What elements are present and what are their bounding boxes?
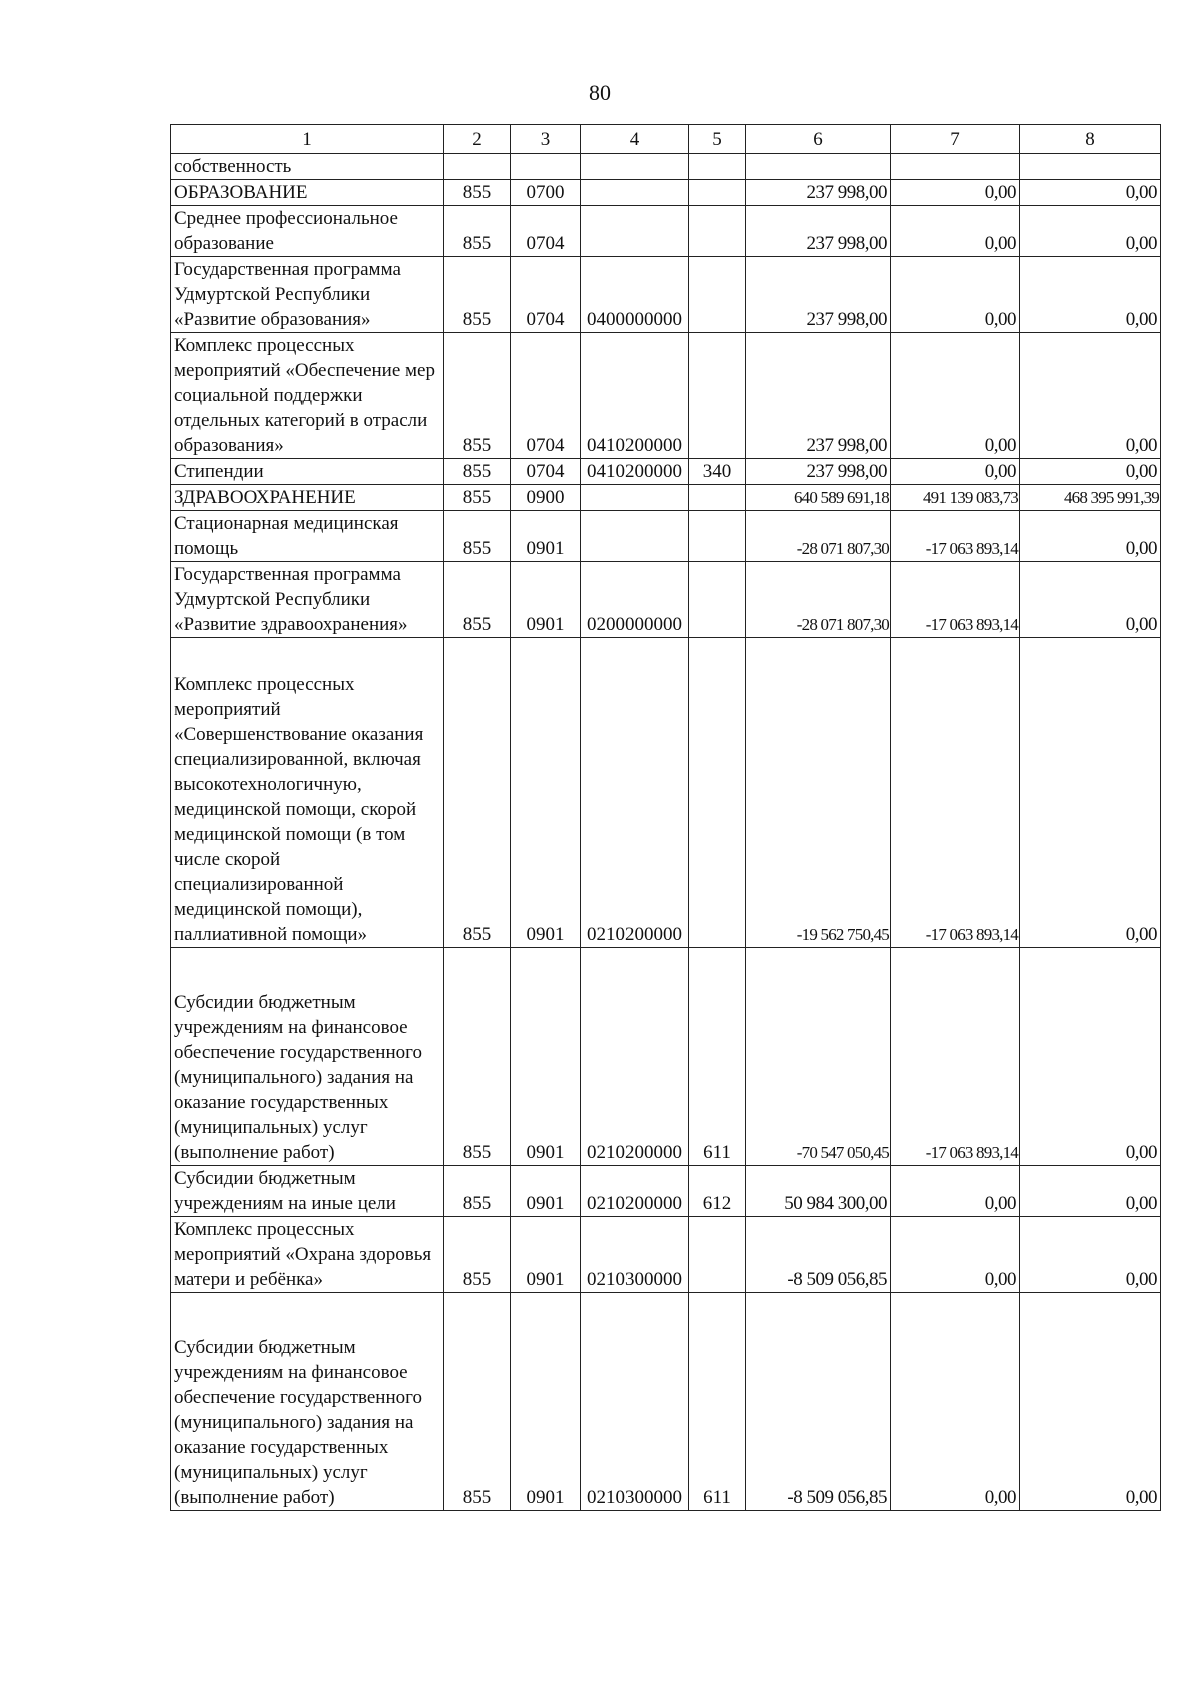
row-value-8 xyxy=(1020,154,1161,180)
row-value-8: 0,00 xyxy=(1020,180,1161,206)
row-code-5 xyxy=(689,511,746,562)
row-code-5 xyxy=(689,562,746,638)
row-code-3: 0901 xyxy=(511,948,581,1166)
row-code-4 xyxy=(581,180,689,206)
row-value-6: -70 547 050,45 xyxy=(746,948,891,1166)
row-value-7: -17 063 893,14 xyxy=(891,562,1020,638)
table-row xyxy=(171,1217,1161,1293)
row-value-6: 237 998,00 xyxy=(746,257,891,333)
table-row xyxy=(171,206,1161,257)
row-value-6: 50 984 300,00 xyxy=(746,1166,891,1217)
row-value-8: 0,00 xyxy=(1020,459,1161,485)
row-code-4: 0210300000 xyxy=(581,1293,689,1511)
row-value-7: 491 139 083,73 xyxy=(891,485,1020,511)
row-code-5 xyxy=(689,206,746,257)
table-row xyxy=(171,333,1161,459)
table-row xyxy=(171,257,1161,333)
table-row xyxy=(171,459,1161,485)
row-code-2: 855 xyxy=(444,206,511,257)
row-value-8: 0,00 xyxy=(1020,562,1161,638)
row-code-4: 0210200000 xyxy=(581,948,689,1166)
row-code-4 xyxy=(581,485,689,511)
row-code-5 xyxy=(689,333,746,459)
row-name: Субсидии бюджетным учреждениям на финансовое обеспечение государственного (муниципального) задания на оказание государственных (муниципальных) услуг (выполнение работ) xyxy=(171,1293,444,1511)
column-header: 8 xyxy=(1020,125,1161,154)
row-name: Государственная программа Удмуртской Республики «Развитие образования» xyxy=(171,257,444,333)
row-value-8: 0,00 xyxy=(1020,1217,1161,1293)
row-value-7 xyxy=(891,154,1020,180)
row-code-5 xyxy=(689,180,746,206)
row-code-3: 0700 xyxy=(511,180,581,206)
row-value-8: 0,00 xyxy=(1020,257,1161,333)
page-number: 80 xyxy=(589,80,611,105)
row-value-7: -17 063 893,14 xyxy=(891,511,1020,562)
row-code-3: 0901 xyxy=(511,1217,581,1293)
row-value-6: -8 509 056,85 xyxy=(746,1217,891,1293)
row-value-8: 0,00 xyxy=(1020,638,1161,948)
header-row xyxy=(171,125,1161,154)
row-code-4 xyxy=(581,154,689,180)
row-code-2: 855 xyxy=(444,485,511,511)
row-name: Комплекс процессных мероприятий «Совершенствование оказания специализированной, включая высокотехнологичную, медицинской помощи, скорой медицинской помощи (в том числе скорой специализированной медицинской помощи), паллиативной помощи» xyxy=(171,638,444,948)
row-code-5 xyxy=(689,257,746,333)
row-name: Государственная программа Удмуртской Республики «Развитие здравоохранения» xyxy=(171,562,444,638)
table-row xyxy=(171,562,1161,638)
row-code-2: 855 xyxy=(444,1217,511,1293)
row-code-5: 611 xyxy=(689,948,746,1166)
column-header: 2 xyxy=(444,125,511,154)
row-code-3: 0901 xyxy=(511,1293,581,1511)
row-value-6: -28 071 807,30 xyxy=(746,562,891,638)
row-value-6: 237 998,00 xyxy=(746,459,891,485)
row-code-2: 855 xyxy=(444,1166,511,1217)
row-value-6: -28 071 807,30 xyxy=(746,511,891,562)
table-body xyxy=(171,154,1161,1511)
column-header: 6 xyxy=(746,125,891,154)
row-value-8: 0,00 xyxy=(1020,1166,1161,1217)
row-name: Стационарная медицинская помощь xyxy=(171,511,444,562)
row-name: Комплекс процессных мероприятий «Обеспечение мер социальной поддержки отдельных категорий в отрасли образования» xyxy=(171,333,444,459)
row-code-5 xyxy=(689,638,746,948)
column-header: 4 xyxy=(581,125,689,154)
row-value-8: 0,00 xyxy=(1020,511,1161,562)
row-code-4: 0410200000 xyxy=(581,459,689,485)
row-name: Среднее профессиональное образование xyxy=(171,206,444,257)
row-value-7: 0,00 xyxy=(891,1293,1020,1511)
row-code-2: 855 xyxy=(444,333,511,459)
row-value-8: 0,00 xyxy=(1020,1293,1161,1511)
row-code-3: 0901 xyxy=(511,1166,581,1217)
row-value-7: 0,00 xyxy=(891,257,1020,333)
row-value-8: 0,00 xyxy=(1020,948,1161,1166)
row-code-5 xyxy=(689,485,746,511)
row-code-2: 855 xyxy=(444,948,511,1166)
row-code-5 xyxy=(689,154,746,180)
column-header: 3 xyxy=(511,125,581,154)
row-value-6: 237 998,00 xyxy=(746,180,891,206)
row-name: Субсидии бюджетным учреждениям на финансовое обеспечение государственного (муниципального) задания на оказание государственных (муниципальных) услуг (выполнение работ) xyxy=(171,948,444,1166)
row-code-3: 0704 xyxy=(511,459,581,485)
row-value-6 xyxy=(746,154,891,180)
column-header: 1 xyxy=(171,125,444,154)
row-code-4: 0400000000 xyxy=(581,257,689,333)
row-value-8: 0,00 xyxy=(1020,206,1161,257)
column-header: 5 xyxy=(689,125,746,154)
row-value-7: 0,00 xyxy=(891,459,1020,485)
row-code-2: 855 xyxy=(444,459,511,485)
row-code-4: 0210200000 xyxy=(581,638,689,948)
table-row xyxy=(171,1166,1161,1217)
table-row xyxy=(171,154,1161,180)
row-code-2: 855 xyxy=(444,562,511,638)
row-value-7: 0,00 xyxy=(891,333,1020,459)
row-code-4: 0410200000 xyxy=(581,333,689,459)
table-row xyxy=(171,948,1161,1166)
row-code-3: 0901 xyxy=(511,638,581,948)
row-code-3 xyxy=(511,154,581,180)
row-value-6: 237 998,00 xyxy=(746,206,891,257)
row-code-4: 0210200000 xyxy=(581,1166,689,1217)
table-row xyxy=(171,638,1161,948)
row-code-2: 855 xyxy=(444,638,511,948)
table-row xyxy=(171,180,1161,206)
row-value-7: 0,00 xyxy=(891,180,1020,206)
row-code-2 xyxy=(444,154,511,180)
row-value-7: 0,00 xyxy=(891,206,1020,257)
row-name: Комплекс процессных мероприятий «Охрана здоровья матери и ребёнка» xyxy=(171,1217,444,1293)
budget-table xyxy=(170,124,1161,1511)
row-value-6: 640 589 691,18 xyxy=(746,485,891,511)
row-value-8: 468 395 991,39 xyxy=(1020,485,1161,511)
row-code-5: 612 xyxy=(689,1166,746,1217)
row-name: ОБРАЗОВАНИЕ xyxy=(171,180,444,206)
table-row xyxy=(171,1293,1161,1511)
column-header: 7 xyxy=(891,125,1020,154)
row-code-2: 855 xyxy=(444,1293,511,1511)
row-code-5: 340 xyxy=(689,459,746,485)
row-code-5 xyxy=(689,1217,746,1293)
row-code-4 xyxy=(581,511,689,562)
row-value-6: -19 562 750,45 xyxy=(746,638,891,948)
row-value-8: 0,00 xyxy=(1020,333,1161,459)
row-code-3: 0704 xyxy=(511,206,581,257)
table-row xyxy=(171,511,1161,562)
row-name: Стипендии xyxy=(171,459,444,485)
row-code-2: 855 xyxy=(444,257,511,333)
row-code-3: 0901 xyxy=(511,562,581,638)
row-code-4 xyxy=(581,206,689,257)
row-code-5: 611 xyxy=(689,1293,746,1511)
row-value-7: 0,00 xyxy=(891,1217,1020,1293)
row-code-3: 0704 xyxy=(511,333,581,459)
row-value-7: 0,00 xyxy=(891,1166,1020,1217)
row-value-6: -8 509 056,85 xyxy=(746,1293,891,1511)
row-code-2: 855 xyxy=(444,180,511,206)
row-code-3: 0901 xyxy=(511,511,581,562)
row-code-4: 0200000000 xyxy=(581,562,689,638)
row-name: ЗДРАВООХРАНЕНИЕ xyxy=(171,485,444,511)
row-name: Субсидии бюджетным учреждениям на иные цели xyxy=(171,1166,444,1217)
row-code-3: 0900 xyxy=(511,485,581,511)
row-value-7: -17 063 893,14 xyxy=(891,638,1020,948)
row-value-6: 237 998,00 xyxy=(746,333,891,459)
row-name: собственность xyxy=(171,154,444,180)
row-code-2: 855 xyxy=(444,511,511,562)
table-row xyxy=(171,485,1161,511)
row-code-4: 0210300000 xyxy=(581,1217,689,1293)
row-value-7: -17 063 893,14 xyxy=(891,948,1020,1166)
row-code-3: 0704 xyxy=(511,257,581,333)
